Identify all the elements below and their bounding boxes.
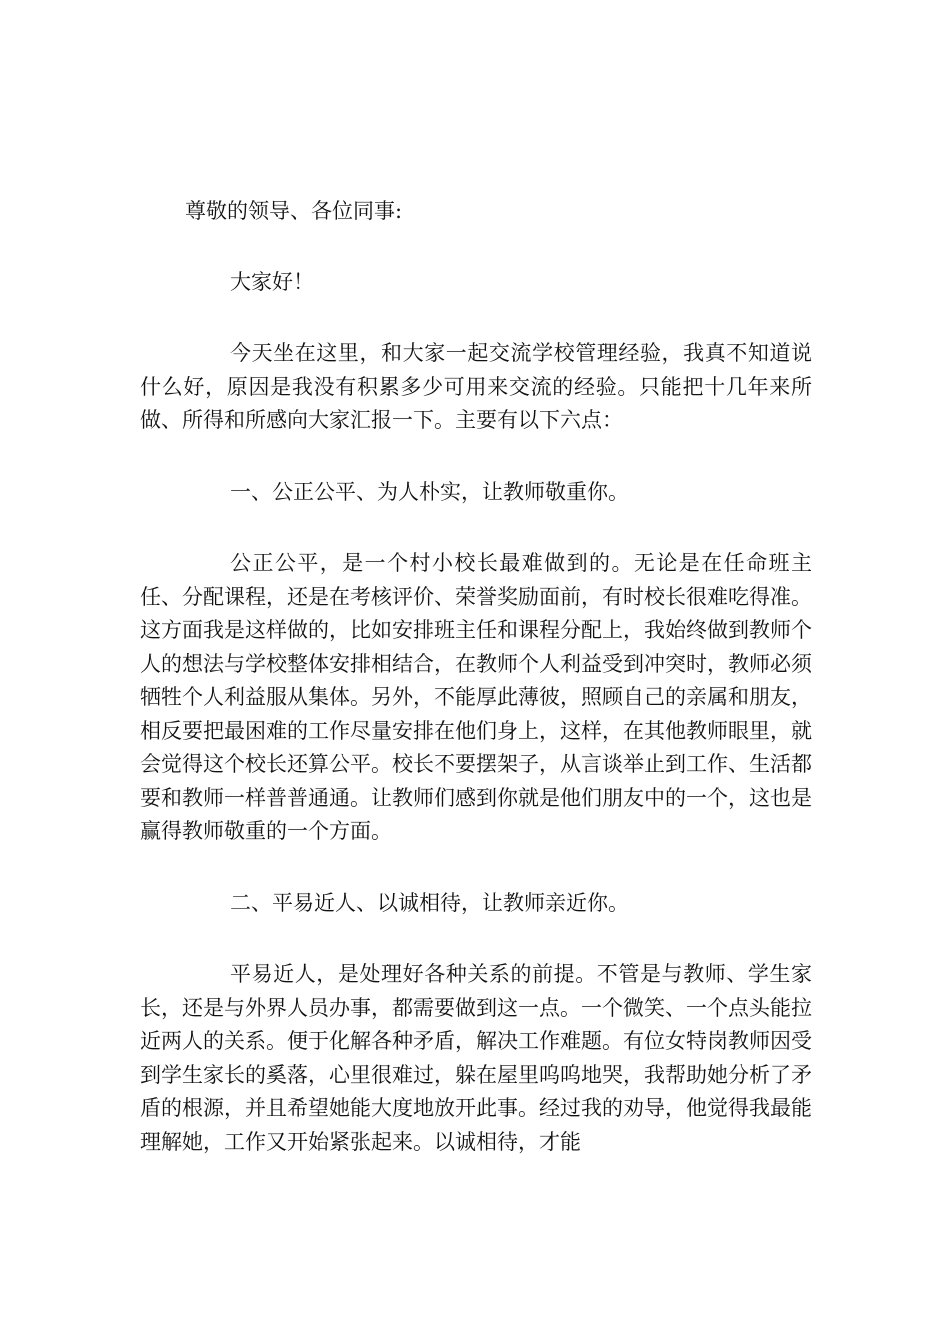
greeting: 大家好！ bbox=[230, 269, 314, 294]
section-heading-2: 二、平易近人、以诚相待，让教师亲近你。 bbox=[230, 890, 629, 915]
paragraph-intro: 今天坐在这里，和大家一起交流学校管理经验，我真不知道说什么好，原因是我没有积累多少可用来交流的经验。只能把十几年来所做、所得和所感向大家汇报一下。主要有以下六点： bbox=[140, 341, 812, 432]
section-heading-1: 一、公正公平、为人朴实，让教师敬重你。 bbox=[230, 479, 629, 504]
paragraph-section-1: 公正公平，是一个村小校长最难做到的。无论是在任命班主任、分配课程，还是在考核评价、荣誉奖励面前，有时校长很难吃得准。这方面我是这样做的，比如安排班主任和课程分配上，我始终做到教师个人的想法与学校整体安排相结合，在教师个人利益受到冲突时，教师必须牺牲个人利益服从集体。另外，不能厚此薄彼，照顾自己的亲属和朋友，相反要把最困难的工作尽量安排在他们身上，这样，在其他教师眼里，就会觉得这个校长还算公平。校长不要摆架子，从言谈举止到工作、生活都要和教师一样普普通通。让教师们感到你就是他们朋友中的一个，这也是赢得教师敬重的一个方面。 bbox=[140, 551, 812, 843]
salutation: 尊敬的领导、各位同事: bbox=[185, 199, 403, 223]
document-body bbox=[140, 195, 812, 1159]
paragraph-section-2: 平易近人，是处理好各种关系的前提。不管是与教师、学生家长，还是与外界人员办事，都需要做到这一点。一个微笑、一个点头能拉近两人的关系。便于化解各种矛盾，解决工作难题。有位女特岗教师因受到学生家长的奚落，心里很难过，躲在屋里呜呜地哭，我帮助她分析了矛盾的根源，并且希望她能大度地放开此事。经过我的劝导，他觉得我最能理解她，工作又开始紧张起来。以诚相待，才能 bbox=[140, 962, 812, 1154]
